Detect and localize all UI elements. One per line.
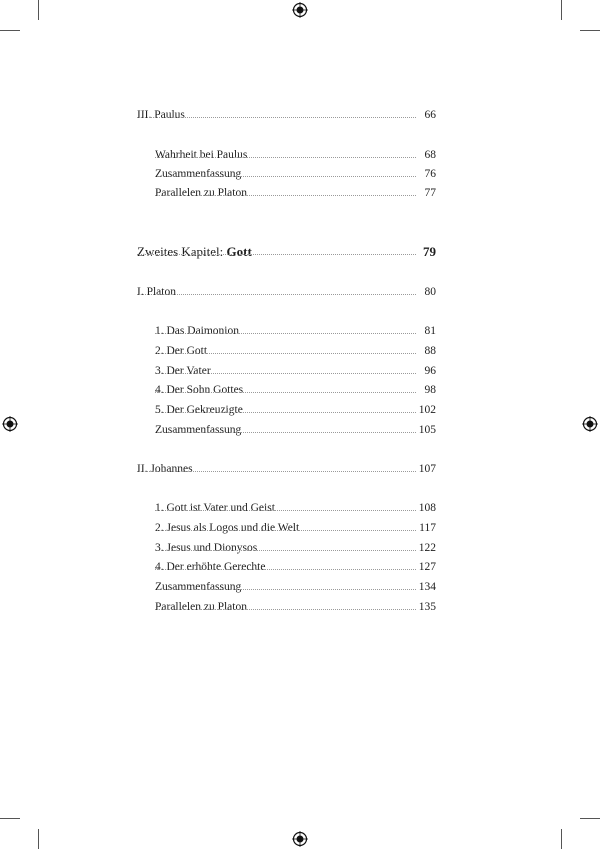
toc-entry[interactable] — [0, 341, 600, 361]
crop-mark — [561, 829, 562, 849]
crop-mark — [580, 30, 600, 31]
toc-entry-label: 4. Der erhöhte Gerechte — [155, 557, 267, 577]
toc-leader-dots — [155, 530, 416, 531]
toc-leader-dots — [137, 117, 416, 118]
toc-leader-dots — [137, 471, 416, 472]
toc-entry[interactable] — [0, 380, 600, 400]
toc-entry[interactable] — [0, 597, 600, 617]
toc-leader-dots — [155, 157, 416, 158]
toc-entry-label: Parallelen zu Platon — [155, 183, 249, 203]
toc-entry-label: I. Platon — [137, 282, 178, 302]
toc-leader-dots — [155, 412, 416, 413]
toc-entry[interactable] — [0, 459, 600, 479]
toc-entry[interactable] — [0, 400, 600, 420]
toc-entry-page: 127 — [418, 561, 436, 573]
toc-entry-page: 108 — [418, 502, 436, 514]
toc-chapter-entry[interactable] — [0, 242, 600, 262]
toc-leader-dots — [155, 333, 416, 334]
toc-entry-label: 3. Der Vater — [155, 361, 213, 381]
toc-entry-page: 96 — [424, 365, 436, 377]
toc-entry[interactable] — [0, 282, 600, 302]
toc-entry[interactable] — [0, 145, 600, 165]
toc-entry-label — [137, 242, 254, 262]
toc-entry[interactable] — [0, 183, 600, 203]
toc-entry-page: 66 — [424, 109, 436, 121]
toc-entry-page: 105 — [418, 424, 436, 436]
toc-leader-dots — [155, 195, 416, 196]
toc-entry[interactable] — [0, 420, 600, 440]
toc-leader-dots — [155, 353, 416, 354]
toc-leader-dots — [155, 550, 416, 551]
toc-entry-page: 88 — [424, 345, 436, 357]
toc-entry-page: 117 — [419, 522, 436, 534]
toc-entry-label: 3. Jesus und Dionysos — [155, 538, 259, 558]
toc-entry-label: 2. Der Gott — [155, 341, 209, 361]
toc-entry-label: Parallelen zu Platon — [155, 597, 249, 617]
registration-mark-icon — [292, 2, 308, 18]
toc-leader-dots — [155, 392, 416, 393]
crop-mark — [38, 829, 39, 849]
toc-entry-page: 134 — [418, 581, 436, 593]
toc-leader-dots — [155, 589, 416, 590]
toc-entry-page: 102 — [418, 404, 436, 416]
toc-entry-label: 1. Das Daimonion — [155, 321, 241, 341]
toc-entry-page: 122 — [418, 542, 436, 554]
crop-mark — [38, 0, 39, 20]
toc-leader-dots — [155, 373, 416, 374]
toc-entry-page: 107 — [418, 463, 436, 475]
toc-entry-label: Zusammenfassung — [155, 164, 243, 184]
crop-mark — [0, 818, 20, 819]
toc-entry-page: 68 — [424, 149, 436, 161]
toc-entry-page: 79 — [423, 244, 436, 259]
crop-mark — [580, 818, 600, 819]
toc-leader-dots — [155, 609, 416, 610]
toc-entry-label: 5. Der Gekreuzigte — [155, 400, 245, 420]
toc-leader-dots — [155, 569, 416, 570]
toc-entry-page: 135 — [418, 601, 436, 613]
toc-entry-label: Wahrheit bei Paulus — [155, 145, 249, 165]
toc-entry[interactable] — [0, 538, 600, 558]
toc-entry-label: 4. Der Sohn Gottes — [155, 380, 245, 400]
toc-entry[interactable] — [0, 361, 600, 381]
toc-entry-label: Zusammenfassung — [155, 420, 243, 440]
registration-mark-icon — [292, 831, 308, 847]
toc-entry-label: 1. Gott ist Vater und Geist — [155, 498, 277, 518]
toc-entry[interactable] — [0, 105, 600, 125]
chapter-prefix: Zweites Kapitel: — [137, 244, 227, 259]
toc-entry[interactable] — [0, 164, 600, 184]
toc-entry[interactable] — [0, 518, 600, 538]
toc-entry[interactable] — [0, 321, 600, 341]
toc-entry-label: Zusammenfassung — [155, 577, 243, 597]
chapter-title: Gott — [226, 244, 252, 259]
crop-mark — [561, 0, 562, 20]
toc-entry-page: 80 — [424, 286, 436, 298]
toc-leader-dots — [155, 510, 416, 511]
toc-entry-page: 76 — [424, 168, 436, 180]
toc-entry-page: 81 — [424, 325, 436, 337]
toc-leader-dots — [137, 254, 416, 255]
crop-mark — [0, 30, 20, 31]
toc-leader-dots — [155, 176, 416, 177]
toc-entry[interactable] — [0, 498, 600, 518]
toc-leader-dots — [137, 294, 416, 295]
toc-entry-page: 98 — [424, 384, 436, 396]
toc-leader-dots — [155, 432, 416, 433]
toc-entry-label: II. Johannes — [137, 459, 195, 479]
toc-entry[interactable] — [0, 557, 600, 577]
toc-entry[interactable] — [0, 577, 600, 597]
toc-entry-page: 77 — [424, 187, 436, 199]
toc-entry-label: 2. Jesus als Logos und die Welt — [155, 518, 301, 538]
toc-entry-label: III. Paulus — [137, 105, 187, 125]
